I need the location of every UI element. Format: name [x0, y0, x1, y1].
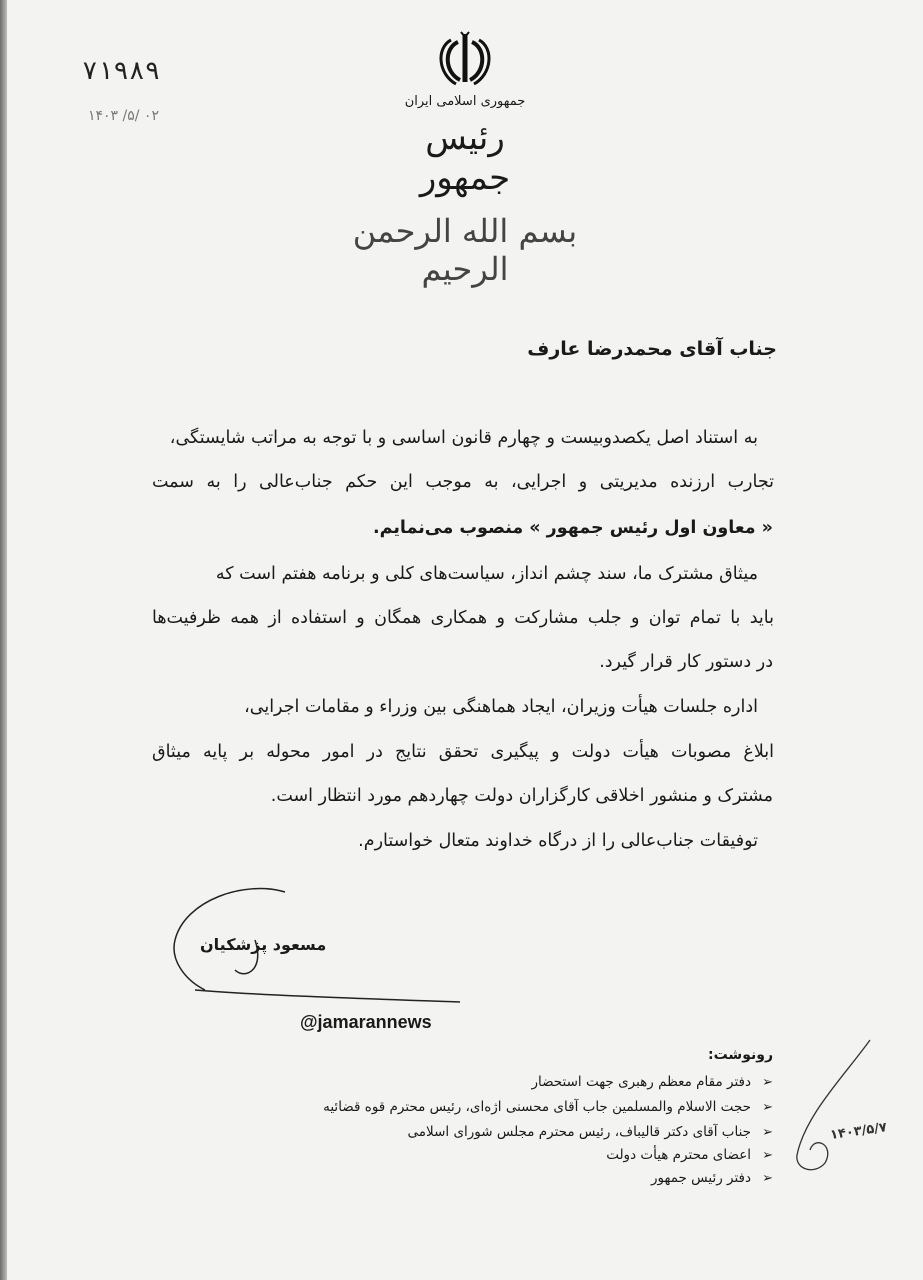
margin-initials-scribble-icon	[785, 1035, 875, 1185]
page-edge-shadow	[0, 0, 7, 1280]
body-line: در دستور کار قرار گیرد.	[599, 652, 773, 672]
cc-heading: رونوشت:	[708, 1047, 773, 1063]
body-line: توفیقات جناب‌عالی را از درگاه خداوند متعال خواستارم.	[358, 831, 758, 851]
cc-item: حجت الاسلام والمسلمین جاب آقای محسنی اژه‌ای، رئیس محترم قوه قضائیه	[323, 1099, 751, 1115]
watermark-handle: @jamarannews	[300, 1012, 432, 1032]
salutation: جناب آقای محمدرضا عارف	[527, 338, 777, 360]
country-name: جمهوری اسلامی ایران	[404, 94, 526, 109]
iran-emblem-icon	[436, 30, 494, 86]
signatory-name: مسعود پزشکیان	[200, 935, 327, 954]
body-line: اداره جلسات هیأت وزیران، ایجاد هماهنگی بین وزراء و مقامات اجرایی،	[244, 697, 758, 717]
cc-item: دفتر مقام معظم رهبری جهت استحضار	[531, 1074, 751, 1090]
margin-date-note: ۱۴۰۳/۵/۷	[829, 1120, 888, 1143]
cc-item: اعضای محترم هیأت دولت	[606, 1147, 751, 1163]
arrow-bullet-icon: ➢	[762, 1125, 773, 1140]
arrow-bullet-icon: ➢	[762, 1100, 773, 1115]
arrow-bullet-icon: ➢	[762, 1148, 773, 1163]
cc-item: دفتر رئیس جمهور	[651, 1170, 751, 1186]
body-line-appointment	[373, 518, 773, 538]
basmala: بسم الله الرحمن الرحیم	[352, 212, 578, 288]
body-line: باید با تمام توان و جلب مشارکت و همکاری همگان و استفاده از همه ظرفیت‌ها	[152, 608, 774, 628]
letter-number: ۷۱۹۸۹	[82, 56, 161, 86]
body-line: ابلاغ مصوبات هیأت دولت و پیگیری تحقق نتایج در امور محوله بر پایه میثاق	[152, 742, 774, 762]
letter-date: ۱۴۰۳ /۵/ ۰۲	[88, 108, 159, 124]
body-line-text: « معاون اول رئیس جمهور » منصوب می‌نمایم.	[372, 518, 773, 538]
arrow-bullet-icon: ➢	[762, 1171, 773, 1186]
cc-item: جناب آقای دکتر قالیباف، رئیس محترم مجلس شورای اسلامی	[407, 1124, 751, 1140]
body-line: میثاق مشترک ما، سند چشم انداز، سیاست‌های کلی و برنامه هفتم است که	[215, 564, 758, 584]
body-line: تجارب ارزنده مدیریتی و اجرایی، به موجب این حکم جناب‌عالی را به سمت	[152, 472, 774, 492]
office-title: رئیس جمهور	[419, 118, 511, 198]
arrow-bullet-icon: ➢	[762, 1075, 773, 1090]
body-line: مشترک و منشور اخلاقی کارگزاران دولت چهاردهم مورد انتظار است.	[270, 786, 773, 806]
body-line: به استناد اصل یکصدوبیست و چهارم قانون اساسی و با توجه به مراتب شایستگی،	[169, 428, 758, 448]
